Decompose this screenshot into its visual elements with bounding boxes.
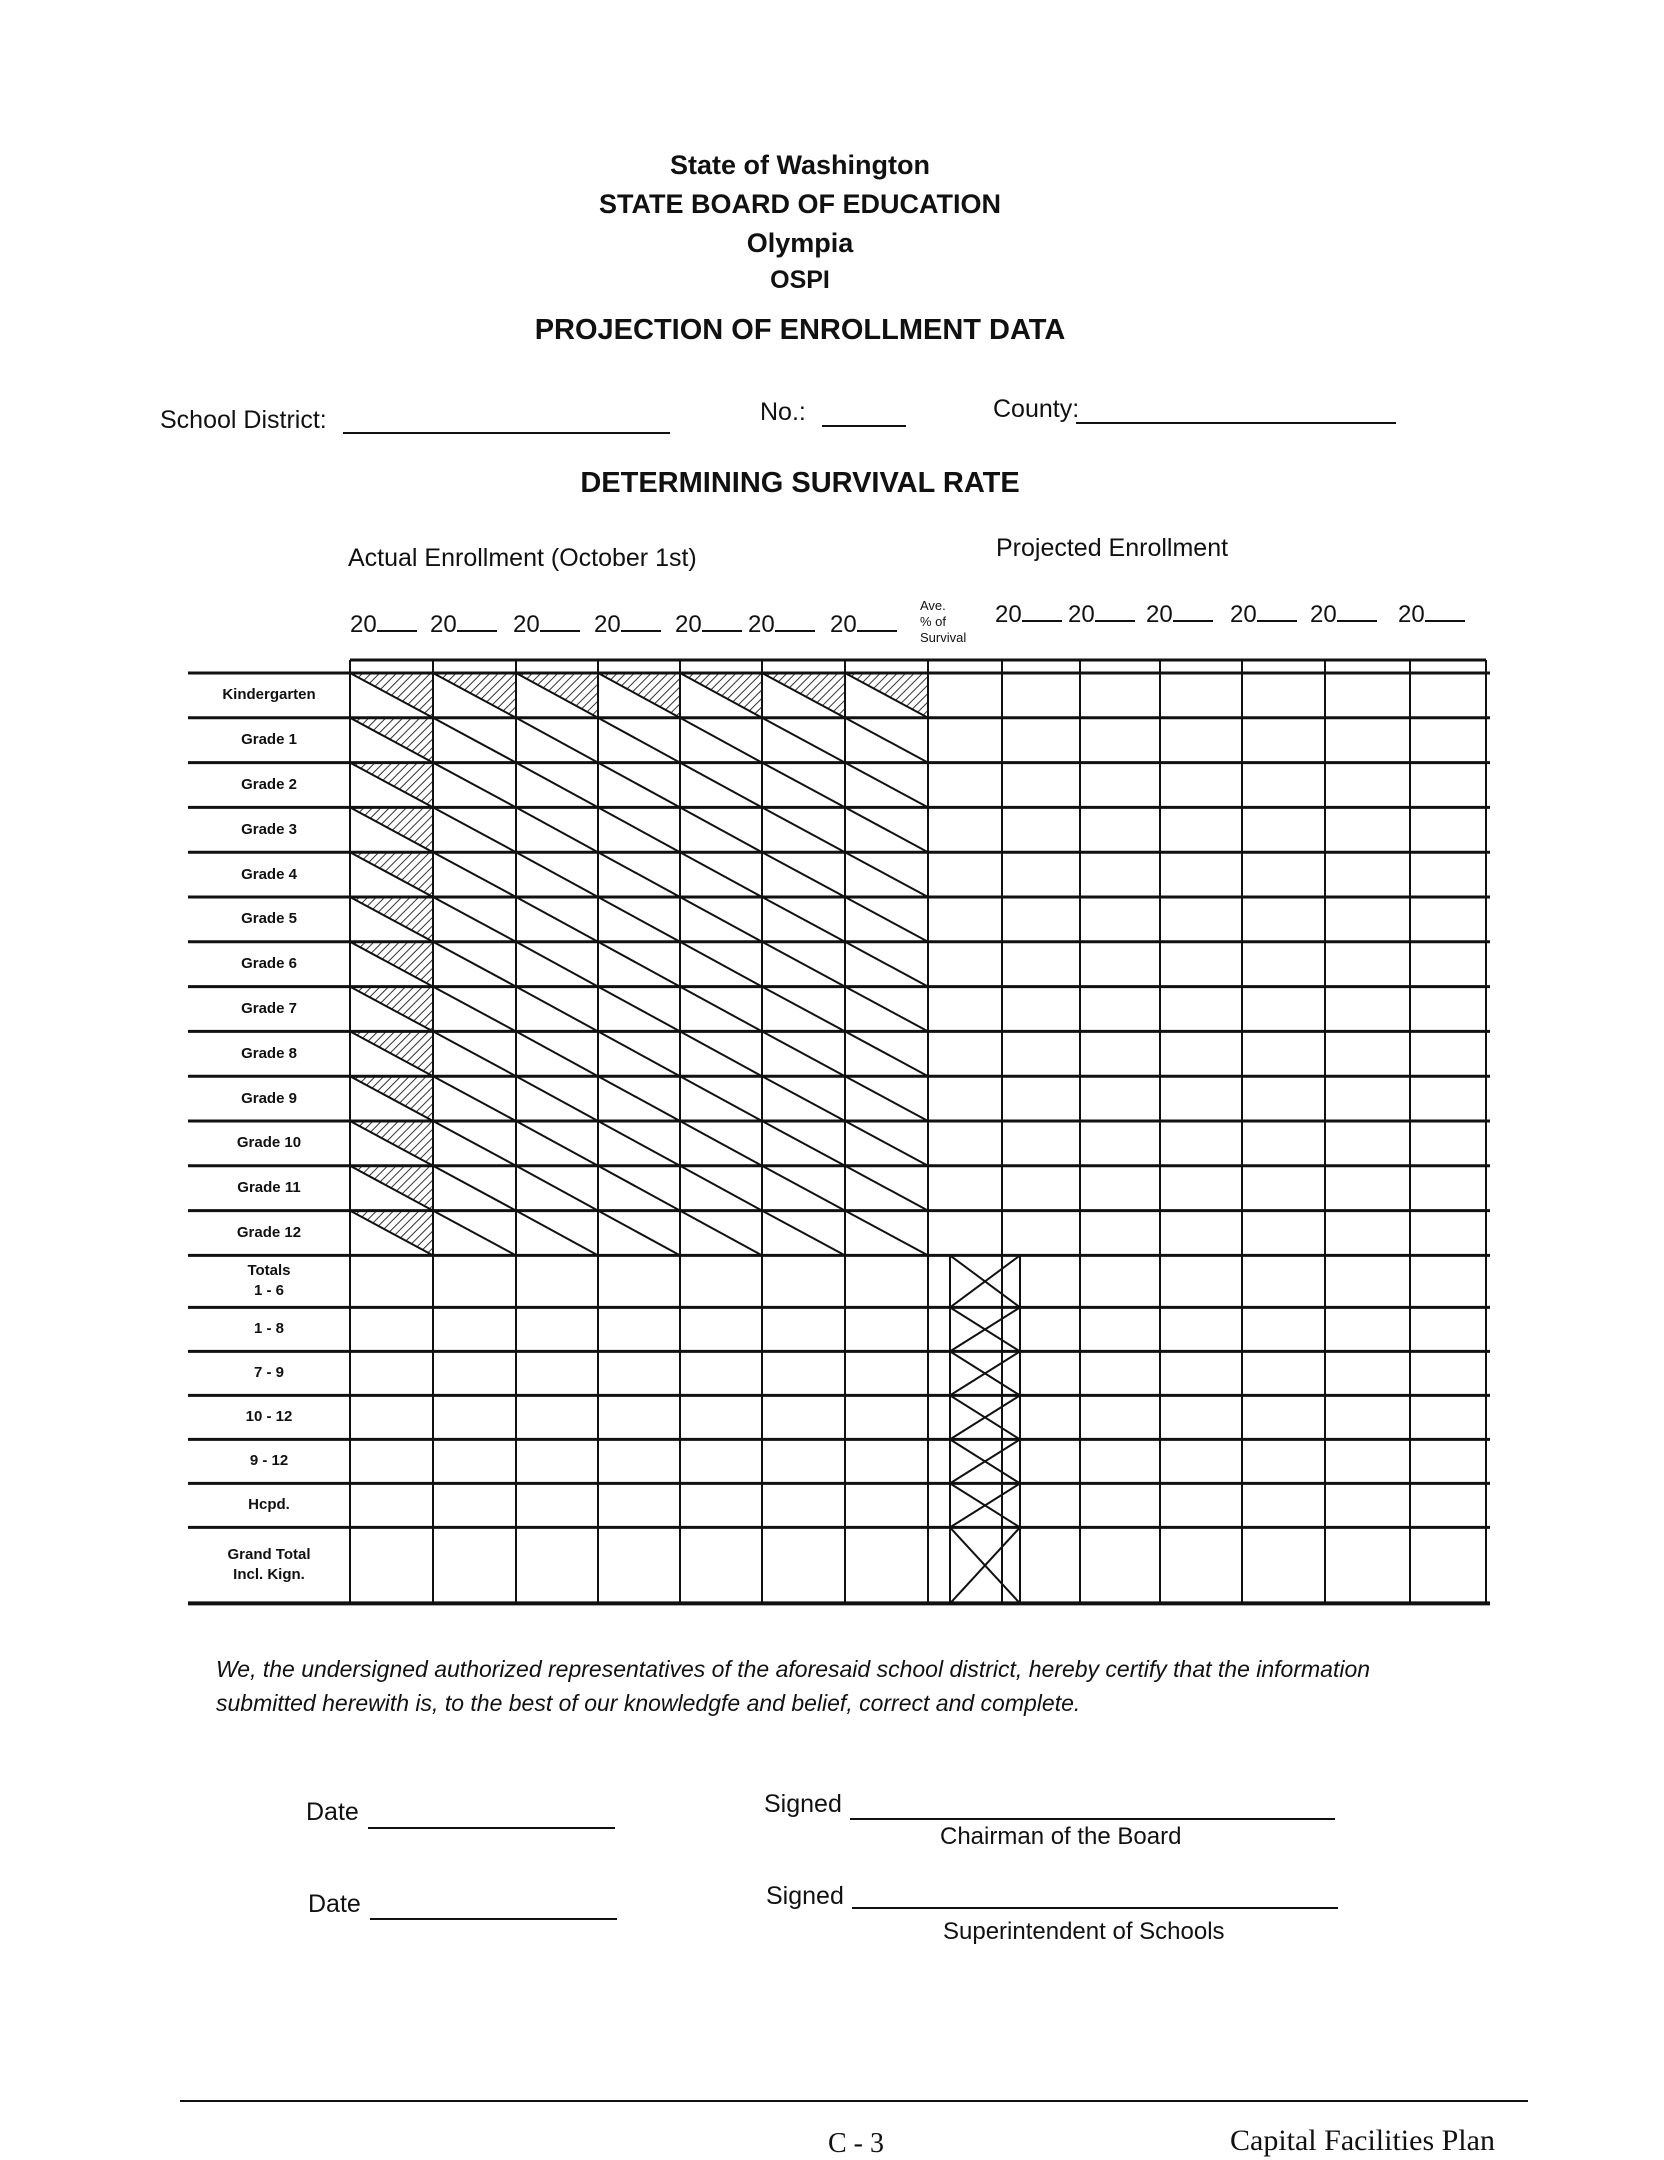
cell-diagonal: [845, 1076, 928, 1121]
cell-diagonal: [598, 852, 680, 897]
cell-diagonal: [598, 987, 680, 1032]
header-city: Olympia: [746, 228, 854, 258]
cell-diagonal: [516, 1031, 598, 1076]
cell-diagonal: [598, 1076, 680, 1121]
date-field-2[interactable]: [370, 1890, 617, 1920]
cell-diagonal: [516, 852, 598, 897]
cell-diagonal: [516, 718, 598, 763]
projected-year-heading: 20: [1230, 600, 1297, 629]
cell-diagonal: [433, 1166, 516, 1211]
projected-year-heading: 20: [1398, 600, 1465, 629]
grade-row-label: Grade 7: [241, 1000, 297, 1017]
cell-diagonal: [762, 718, 845, 763]
totals-row-label: Grand Total Incl. Kign.: [227, 1546, 311, 1584]
cell-diagonal: [762, 1166, 845, 1211]
chairman-caption: Chairman of the Board: [940, 1823, 1182, 1850]
signature-field-chairman[interactable]: [850, 1790, 1335, 1820]
totals-row-label: 10 - 12: [245, 1408, 293, 1426]
cell-diagonal: [680, 763, 762, 808]
cell-diagonal: [762, 987, 845, 1032]
actual-year-heading: 20: [594, 610, 661, 639]
cell-diagonal: [845, 807, 928, 852]
cell-diagonal: [433, 1121, 516, 1166]
cell-diagonal: [845, 718, 928, 763]
actual-year-heading: 20: [430, 610, 497, 639]
cell-diagonal: [680, 852, 762, 897]
signed-label-2: Signed: [766, 1882, 844, 1910]
cell-diagonal: [762, 1211, 845, 1256]
cell-diagonal: [598, 942, 680, 987]
actual-year-heading: 20: [675, 610, 742, 639]
date-field-1[interactable]: [368, 1800, 615, 1829]
superintendent-caption: Superintendent of Schools: [943, 1918, 1225, 1945]
cell-diagonal: [598, 897, 680, 942]
cell-diagonal: [845, 942, 928, 987]
header-board: STATE BOARD OF EDUCATION: [599, 189, 1001, 219]
totals-row-label: Totals 1 - 6: [247, 1262, 291, 1300]
cell-diagonal: [516, 807, 598, 852]
cell-diagonal: [516, 763, 598, 808]
projected-year-heading: 20: [1146, 600, 1213, 629]
cell-diagonal: [762, 763, 845, 808]
cell-diagonal: [433, 852, 516, 897]
cell-diagonal: [762, 942, 845, 987]
cell-diagonal: [680, 1121, 762, 1166]
cell-diagonal: [680, 807, 762, 852]
cell-diagonal: [680, 1211, 762, 1256]
grade-row-label: Grade 3: [241, 820, 297, 838]
grade-row-label: Grade 9: [241, 1089, 297, 1107]
cell-diagonal: [845, 987, 928, 1032]
cell-diagonal: [680, 718, 762, 763]
cell-diagonal: [680, 1166, 762, 1211]
survival-heading: Ave. % of Survival: [920, 598, 967, 645]
actual-heading: Actual Enrollment (October 1st): [348, 544, 697, 572]
grade-row-label: Grade 6: [241, 955, 297, 973]
cell-diagonal: [762, 897, 845, 942]
cell-diagonal: [845, 1166, 928, 1211]
grade-row-label: Grade 11: [237, 1179, 301, 1197]
actual-year-heading: 20: [513, 610, 580, 639]
form-title: PROJECTION OF ENROLLMENT DATA: [534, 314, 1066, 346]
cell-diagonal: [516, 987, 598, 1032]
cell-diagonal: [433, 718, 516, 763]
grade-row-label: Grade 8: [241, 1044, 297, 1062]
date-label-1: Date: [306, 1798, 359, 1826]
projected-year-heading: 20: [995, 600, 1062, 629]
cell-diagonal: [845, 763, 928, 808]
cell-diagonal: [680, 1076, 762, 1121]
cell-diagonal: [762, 1076, 845, 1121]
cell-diagonal: [598, 1031, 680, 1076]
cell-diagonal: [516, 1166, 598, 1211]
cell-diagonal: [516, 942, 598, 987]
cell-diagonal: [762, 807, 845, 852]
cell-diagonal: [433, 897, 516, 942]
projected-year-heading: 20: [1068, 600, 1135, 629]
grade-row-label: Grade 4: [241, 865, 297, 883]
actual-year-heading: 20: [830, 610, 897, 639]
section-title: DETERMINING SURVIVAL RATE: [580, 467, 1020, 499]
cell-diagonal: [680, 1031, 762, 1076]
cell-diagonal: [845, 1121, 928, 1166]
cell-diagonal: [433, 1076, 516, 1121]
grade-row-label: Grade 2: [241, 776, 297, 793]
cell-diagonal: [433, 1031, 516, 1076]
cell-diagonal: [516, 1121, 598, 1166]
grade-row-label: Grade 10: [236, 1134, 302, 1152]
cell-diagonal: [598, 1166, 680, 1211]
cell-diagonal: [762, 852, 845, 897]
cell-diagonal: [680, 942, 762, 987]
header-agency: OSPI: [770, 266, 830, 294]
footer-doc-title: Capital Facilities Plan: [1230, 2124, 1495, 2157]
grade-row-label: Grade 5: [241, 910, 297, 928]
cell-diagonal: [680, 987, 762, 1032]
footer-page-ref: C - 3: [828, 2128, 884, 2159]
cell-diagonal: [598, 1121, 680, 1166]
no-label: No.:: [760, 398, 806, 426]
cell-diagonal: [516, 1076, 598, 1121]
signature-field-superintendent[interactable]: [852, 1880, 1338, 1909]
certification-text: We, the undersigned authorized representatives of the aforesaid school district, hereby certify that the information submitted herewith is, to the best of our knowledgfe and belief, correct and complete.: [216, 1656, 1371, 1716]
actual-year-heading: 20: [350, 610, 417, 639]
cell-diagonal: [598, 807, 680, 852]
cell-diagonal: [598, 1211, 680, 1256]
cell-diagonal: [598, 763, 680, 808]
county-label: County:: [993, 395, 1080, 423]
grade-row-label: Kindergarten: [222, 686, 316, 704]
cell-diagonal: [516, 1211, 598, 1256]
cell-diagonal: [680, 897, 762, 942]
grade-row-label: Grade 1: [241, 731, 297, 749]
cell-diagonal: [433, 987, 516, 1032]
cell-diagonal: [845, 1031, 928, 1076]
grade-row-label: Grade 12: [236, 1224, 302, 1241]
cell-diagonal: [598, 718, 680, 763]
cell-diagonal: [516, 897, 598, 942]
school-district-label: School District:: [160, 406, 327, 434]
cell-diagonal: [433, 942, 516, 987]
cell-diagonal: [762, 1121, 845, 1166]
totals-row-label: 7 - 9: [253, 1364, 284, 1382]
cell-diagonal: [433, 763, 516, 808]
totals-row-label: 9 - 12: [249, 1452, 289, 1470]
cell-diagonal: [433, 1211, 516, 1256]
projected-heading: Projected Enrollment: [996, 534, 1229, 562]
totals-row-label: Hcpd.: [248, 1496, 290, 1514]
cell-diagonal: [845, 852, 928, 897]
date-label-2: Date: [308, 1890, 361, 1918]
header-state: State of Washington: [670, 150, 930, 180]
projected-year-heading: 20: [1310, 600, 1377, 629]
cell-diagonal: [845, 897, 928, 942]
cell-diagonal: [433, 807, 516, 852]
cell-diagonal: [845, 1211, 928, 1256]
actual-year-heading: 20: [748, 610, 815, 639]
signed-label-1: Signed: [764, 1790, 842, 1818]
cell-diagonal: [762, 1031, 845, 1076]
footer-rule: [180, 2100, 1528, 2102]
totals-row-label: 1 - 8: [253, 1320, 284, 1338]
